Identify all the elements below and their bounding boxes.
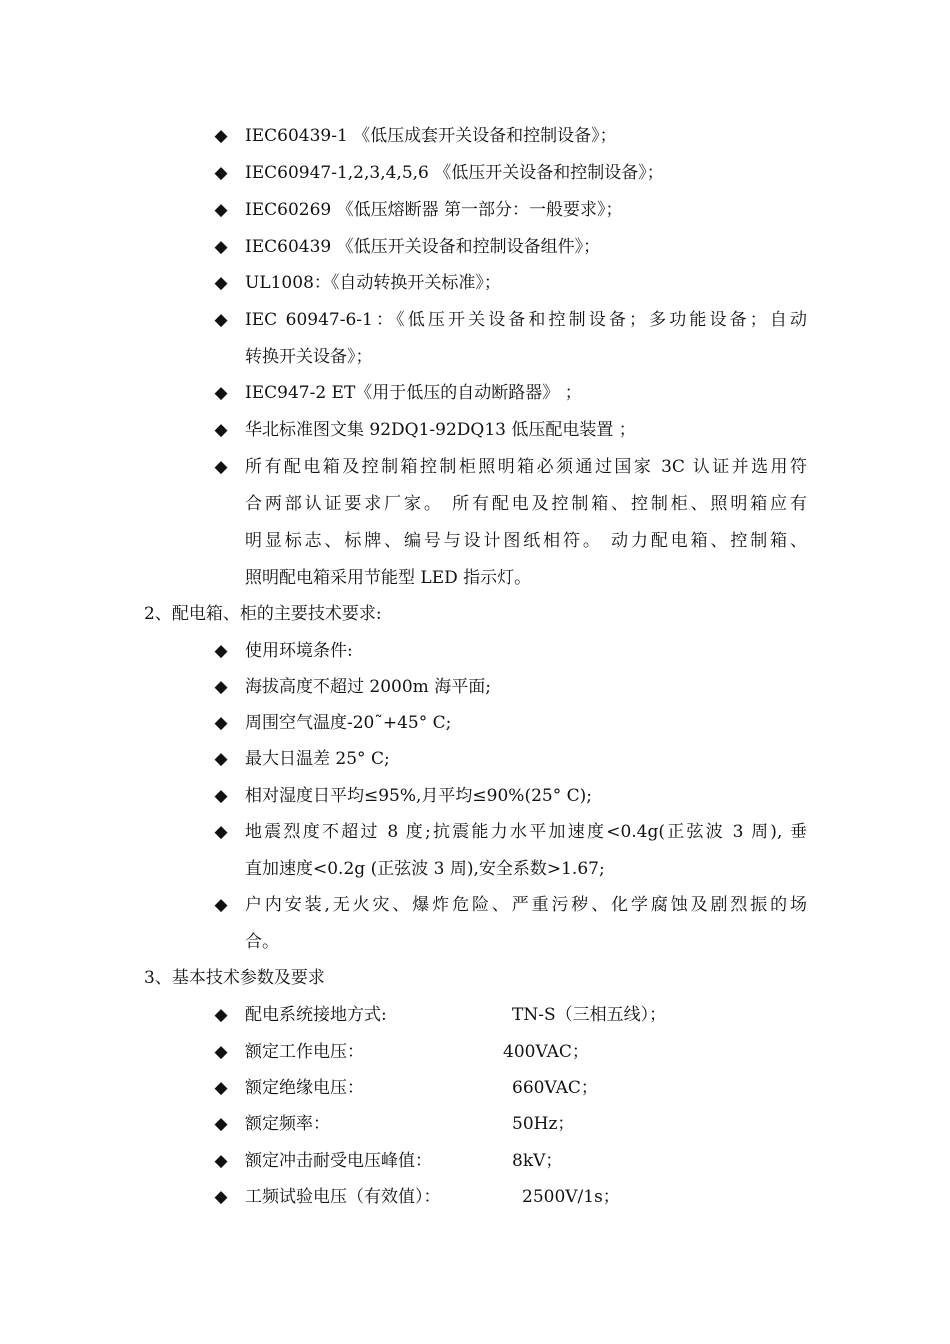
list-item-text: UL1008：《自动转换开关标准》；: [245, 273, 501, 293]
list-item-text: IEC60947-1,2,3,4,5,6 《低压开关设备和控制设备》；: [245, 163, 664, 183]
param-value: 2500V/1s；: [522, 1187, 620, 1207]
diamond-bullet-icon: ◆: [214, 641, 228, 661]
param-label: 配电系统接地方式:: [245, 1005, 387, 1025]
section-3-heading: 3、基本技术参数及要求: [144, 968, 325, 988]
list-item-text: 户内安装,无火灾、爆炸危险、严重污秽、化学腐蚀及剧烈振的场: [245, 895, 807, 915]
diamond-bullet-icon: ◆: [214, 749, 228, 769]
diamond-bullet-icon: ◆: [214, 163, 228, 183]
param-value: TN-S（三相五线）；: [512, 1005, 667, 1025]
list-item-text: 地震烈度不超过 8 度;抗震能力水平加速度<0.4g(正弦波 3 周), 垂: [245, 822, 807, 842]
diamond-bullet-icon: ◆: [214, 237, 228, 257]
list-item-text: 合。: [245, 932, 279, 952]
param-value: 8kV；: [512, 1151, 563, 1171]
param-value: 50Hz；: [512, 1114, 575, 1134]
diamond-bullet-icon: ◆: [214, 126, 228, 146]
param-label: 额定工作电压：: [245, 1042, 364, 1062]
section-2-heading: 2、配电箱、柜的主要技术要求:: [144, 604, 382, 624]
diamond-bullet-icon: ◆: [214, 457, 228, 477]
diamond-bullet-icon: ◆: [214, 200, 228, 220]
diamond-bullet-icon: ◆: [214, 1042, 228, 1062]
diamond-bullet-icon: ◆: [214, 1114, 228, 1134]
list-item-text: IEC60439 《低压开关设备和控制设备组件》；: [245, 237, 601, 257]
list-item-text: 转换开关设备》；: [245, 347, 373, 367]
diamond-bullet-icon: ◆: [214, 677, 228, 697]
param-label: 额定绝缘电压：: [245, 1078, 364, 1098]
list-item-text: 合两部认证要求厂家。 所有配电及控制箱、控制柜、照明箱应有: [245, 494, 807, 514]
diamond-bullet-icon: ◆: [214, 383, 228, 403]
list-item-text: 直加速度<0.2g (正弦波 3 周),安全系数>1.67;: [245, 859, 605, 879]
list-item-text: IEC60269 《低压熔断器 第一部分：一般要求》；: [245, 200, 623, 220]
diamond-bullet-icon: ◆: [214, 273, 228, 293]
diamond-bullet-icon: ◆: [214, 1005, 228, 1025]
diamond-bullet-icon: ◆: [214, 786, 228, 806]
param-label: 额定冲击耐受电压峰值：: [245, 1151, 432, 1171]
diamond-bullet-icon: ◆: [214, 895, 228, 915]
list-item-text: 海拔高度不超过 2000m 海平面;: [245, 677, 491, 697]
list-item-text: 最大日温差 25° C;: [245, 749, 390, 769]
param-label: 额定频率：: [245, 1114, 330, 1134]
list-item-text: IEC947-2 ET《用于低压的自动断路器》 ；: [245, 383, 582, 403]
param-value: 660VAC；: [512, 1078, 598, 1098]
list-item-text: IEC 60947-6-1：《低压开关设备和控制设备；多功能设备；自动: [245, 310, 807, 330]
list-item-text: 明显标志、标牌、编号与设计图纸相符。 动力配电箱、控制箱、: [245, 531, 807, 551]
list-item-text: 使用环境条件:: [245, 641, 353, 661]
list-item-text: 相对湿度日平均≤95%,月平均≤90%(25° C);: [245, 786, 592, 806]
list-item-text: IEC60439-1 《低压成套开关设备和控制设备》；: [245, 126, 617, 146]
param-label: 工频试验电压（有效值）：: [245, 1187, 441, 1207]
diamond-bullet-icon: ◆: [214, 310, 228, 330]
diamond-bullet-icon: ◆: [214, 1187, 228, 1207]
diamond-bullet-icon: ◆: [214, 713, 228, 733]
list-item-text: 照明配电箱采用节能型 LED 指示灯。: [245, 568, 532, 588]
diamond-bullet-icon: ◆: [214, 1151, 228, 1171]
list-item-text: 周围空气温度-20˜+45° C;: [245, 713, 452, 733]
diamond-bullet-icon: ◆: [214, 420, 228, 440]
list-item-text: 华北标准图文集 92DQ1-92DQ13 低压配电装置 ；: [245, 420, 636, 440]
list-item-text: 所有配电箱及控制箱控制柜照明箱必须通过国家 3C 认证并选用符: [245, 457, 807, 477]
param-value: 400VAC；: [503, 1042, 589, 1062]
diamond-bullet-icon: ◆: [214, 822, 228, 842]
diamond-bullet-icon: ◆: [214, 1078, 228, 1098]
